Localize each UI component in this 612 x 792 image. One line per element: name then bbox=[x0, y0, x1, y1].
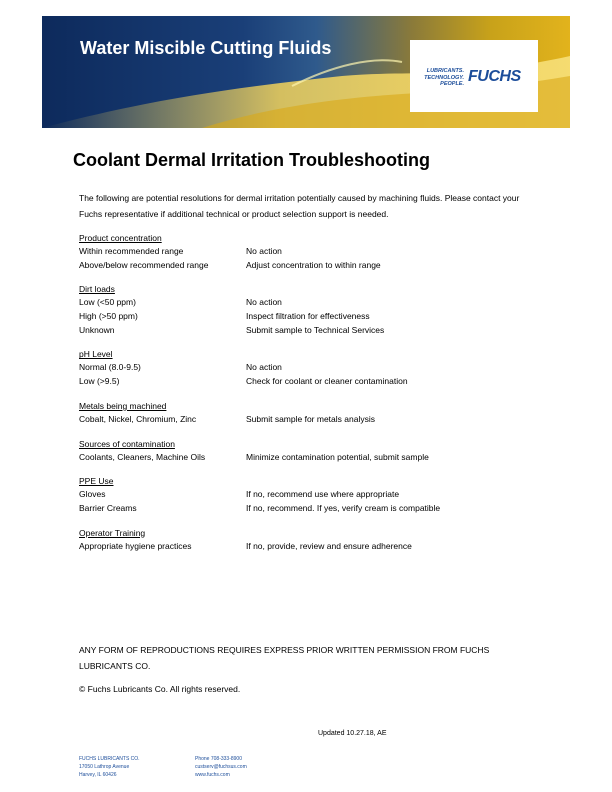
banner-title: Water Miscible Cutting Fluids bbox=[80, 38, 332, 58]
action-cell: No action bbox=[246, 362, 282, 373]
table-row bbox=[79, 245, 559, 259]
intro-paragraph: The following are potential resolutions for dermal irritation potentially caused by machining fluids. Please contact your Fuchs representative if additional technical or product selection support is needed. bbox=[79, 193, 520, 219]
action-cell: Submit sample for metals analysis bbox=[246, 413, 375, 424]
table-row bbox=[79, 502, 559, 516]
condition-cell: Low (<50 ppm) bbox=[79, 297, 136, 308]
table-row bbox=[79, 375, 559, 389]
section-heading: PPE Use bbox=[79, 476, 114, 487]
copyright-notice: © Fuchs Lubricants Co. All rights reserved. bbox=[79, 684, 241, 694]
action-cell: No action bbox=[246, 297, 282, 308]
logo-tagline: LUBRICANTS. TECHNOLOGY. PEOPLE. bbox=[424, 68, 464, 87]
troubleshooting-section bbox=[79, 231, 559, 272]
troubleshooting-section bbox=[79, 282, 559, 337]
header-banner bbox=[42, 16, 570, 128]
condition-cell: Barrier Creams bbox=[79, 502, 137, 513]
action-cell: If no, recommend. If yes, verify cream is compatible bbox=[246, 502, 441, 513]
footer-address: FUCHS LUBRICANTS CO. 17050 Lathrop Avenue Harvey, IL 60426 bbox=[79, 756, 140, 778]
section-heading: Product concentration bbox=[79, 233, 162, 243]
table-row bbox=[79, 488, 559, 502]
troubleshooting-section bbox=[79, 437, 559, 465]
page-title: Coolant Dermal Irritation Troubleshooting bbox=[73, 150, 431, 170]
section-heading: Metals being machined bbox=[79, 400, 167, 411]
action-cell: Adjust concentration to within range bbox=[246, 259, 381, 270]
action-cell: If no, provide, review and ensure adherence bbox=[246, 540, 412, 551]
section-heading: Dirt loads bbox=[79, 284, 115, 295]
troubleshooting-table bbox=[79, 231, 559, 563]
footer-contact: Phone 708-333-8900 custserv@fuchsus.com www.fuchs.com bbox=[195, 756, 247, 778]
table-row bbox=[79, 324, 559, 338]
troubleshooting-section bbox=[79, 526, 559, 554]
table-row bbox=[79, 310, 559, 324]
condition-cell: Above/below recommended range bbox=[79, 259, 209, 270]
section-heading: pH Level bbox=[79, 349, 113, 360]
action-cell: Check for coolant or cleaner contamination bbox=[246, 376, 408, 387]
section-heading: Sources of contamination bbox=[79, 438, 175, 449]
condition-cell: Coolants, Cleaners, Machine Oils bbox=[79, 451, 206, 462]
table-row bbox=[79, 361, 559, 375]
condition-cell: Low (>9.5) bbox=[79, 376, 120, 387]
action-cell: Minimize contamination potential, submit sample bbox=[246, 451, 429, 462]
condition-cell: Unknown bbox=[79, 324, 115, 335]
condition-cell: Appropriate hygiene practices bbox=[79, 540, 192, 551]
table-row bbox=[79, 413, 559, 427]
section-heading: Operator Training bbox=[79, 527, 146, 538]
condition-cell: High (>50 ppm) bbox=[79, 311, 138, 322]
troubleshooting-section bbox=[79, 347, 559, 388]
updated-date: Updated 10.27.18, AE bbox=[318, 730, 387, 737]
table-row bbox=[79, 259, 559, 273]
table-row bbox=[79, 296, 559, 310]
action-cell: Inspect filtration for effectiveness bbox=[246, 311, 370, 322]
logo-wordmark: FUCHS bbox=[468, 68, 521, 85]
reproduction-notice: ANY FORM OF REPRODUCTIONS REQUIRES EXPRESS PRIOR WRITTEN PERMISSION FROM FUCHS LUBRICANTS CO. bbox=[79, 645, 490, 671]
troubleshooting-section bbox=[79, 399, 559, 427]
condition-cell: Within recommended range bbox=[79, 246, 184, 256]
action-cell: Submit sample to Technical Services bbox=[246, 324, 385, 335]
table-row bbox=[79, 540, 559, 554]
condition-cell: Gloves bbox=[79, 489, 106, 500]
table-row bbox=[79, 451, 559, 465]
condition-cell: Normal (8.0-9.5) bbox=[79, 362, 141, 373]
troubleshooting-section bbox=[79, 474, 559, 515]
action-cell: No action bbox=[246, 246, 282, 256]
condition-cell: Cobalt, Nickel, Chromium, Zinc bbox=[79, 413, 197, 424]
action-cell: If no, recommend use where appropriate bbox=[246, 489, 400, 500]
fuchs-logo bbox=[410, 40, 538, 112]
